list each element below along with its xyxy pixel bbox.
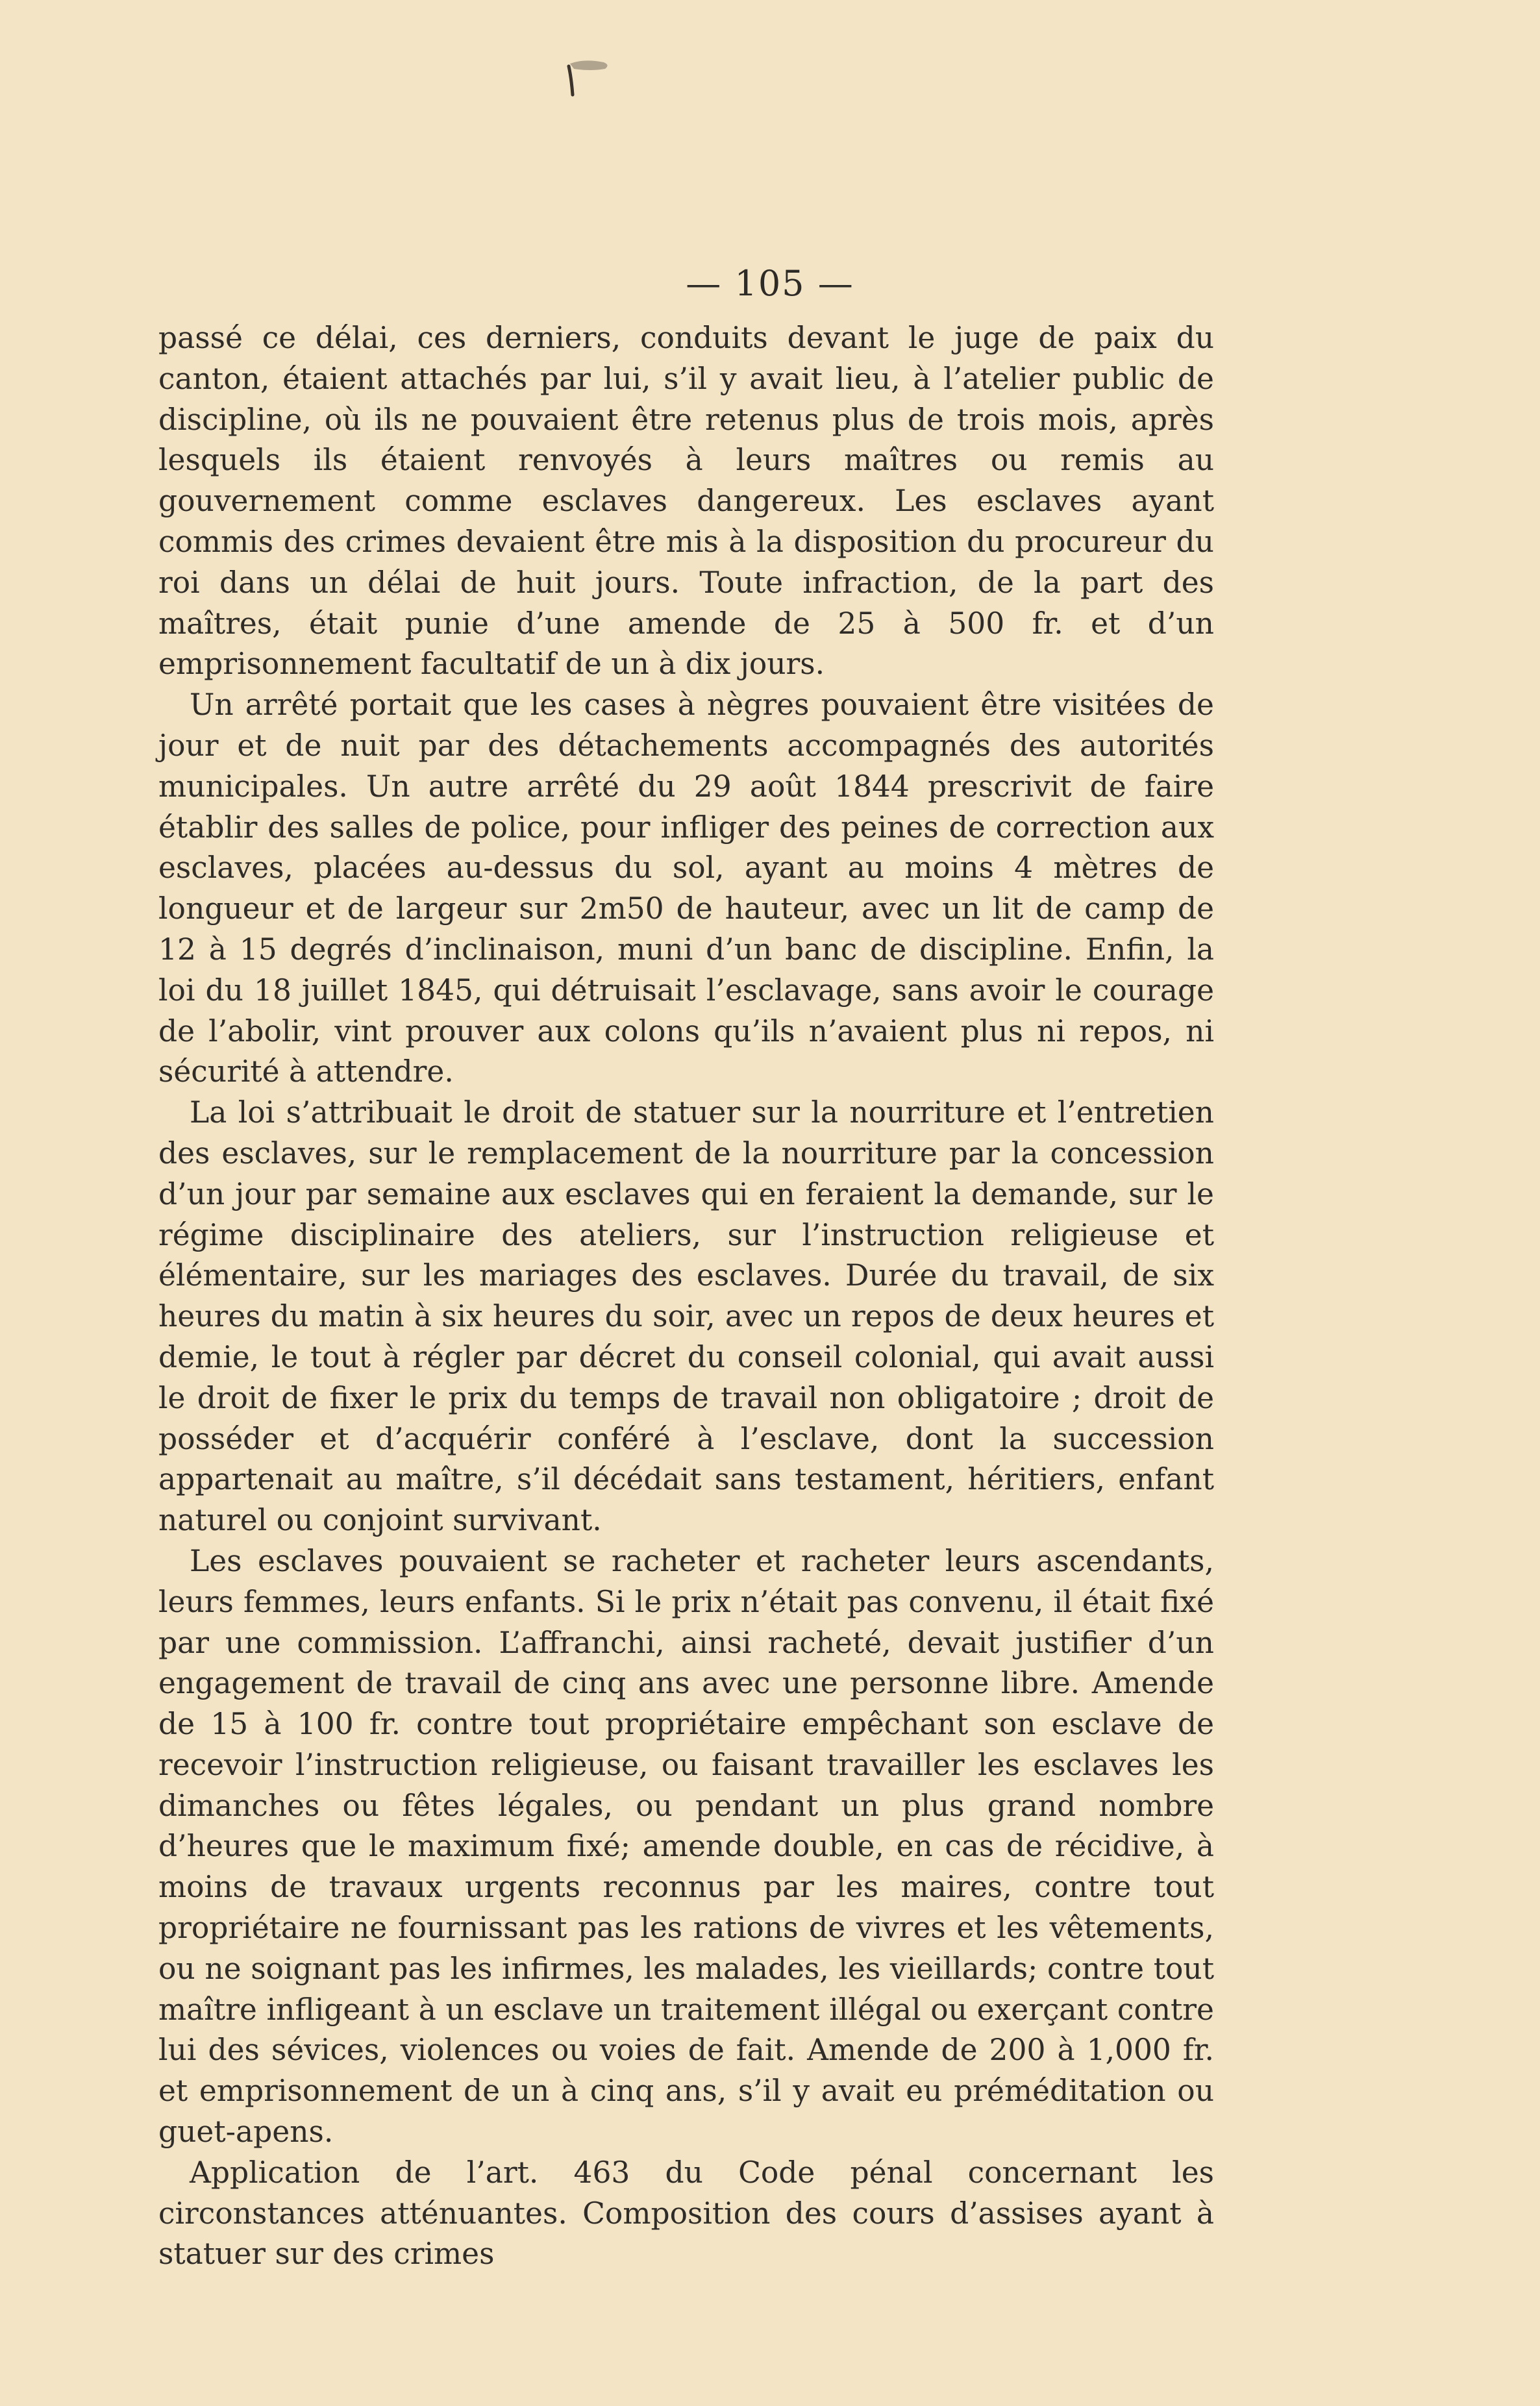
paragraph-5: Application de l’art. 463 du Code pénal concernant les circonstances atténuantes. Composition des cours d’assises ayant à statuer sur des crimes — [158, 2155, 1214, 2272]
paragraph-4: Les esclaves pouvaient se racheter et racheter leurs ascendants, leurs femmes, leurs enfants. Si le prix n’était pas convenu, il était fixé par une commission. L’affranchi, ainsi racheté, devait justifier d’un engagement de travail de cinq ans avec une personne libre. Amende de 15 à 100 fr. contre tout propriétaire empêchant son esclave de recevoir l’instruction religieuse, ou faisant travailler les esclaves les dimanches ou fêtes légales, ou pendant un plus grand nombre d’heures que le maximum fixé; amende double, en cas de récidive, à moins de travaux urgents reconnus par les maires, contre tout propriétaire ne fournissant pas les rations de vivres et les vêtements, ou ne soignant pas les infirmes, les malades, les vieillards; contre tout maître infligeant à un esclave un traitement illégal ou exerçant contre lui des sévices, violences ou voies de fait. Amende de 200 à 1,000 fr. et emprisonnement de un à cinq ans, s’il y avait eu préméditation ou guet-apens. — [158, 1543, 1214, 2150]
paragraph-2: Un arrêté portait que les cases à nègres pouvaient être visitées de jour et de nuit par des détachements accompagnés des autorités municipales. Un autre arrêté du 29 août 1844 prescrivit de faire établir des salles de police, pour infliger des peines de correction aux esclaves, placées au-dessus du sol, ayant au moins 4 mètres de longueur et de largeur sur 2m50 de hauteur, avec un lit de camp de 12 à 15 degrés d’inclinaison, muni d’un banc de discipline. Enfin, la loi du 18 juillet 1845, qui détruisait l’esclavage, sans avoir le courage de l’abolir, vint prouver aux colons qu’ils n’avaient plus ni repos, ni sécurité à attendre. — [158, 688, 1214, 1089]
body-text — [158, 318, 1214, 2272]
paragraph-1: passé ce délai, ces derniers, conduits devant le juge de paix du canton, étaient attachés par lui, s’il y avait lieu, à l’atelier public de discipline, où ils ne pouvaient être retenus plus de trois mois, après lesquels ils étaient renvoyés à leurs maîtres ou remis au gouvernement comme esclaves dangereux. Les esclaves ayant commis des crimes devaient être mis à la disposition du procureur du roi dans un délai de huit jours. Toute infraction, de la part des maîtres, était punie d’une amende de 25 à 500 fr. et d’un emprisonnement facultatif de un à dix jours. — [158, 321, 1214, 682]
paragraph-3: La loi s’attribuait le droit de statuer sur la nourriture et l’entretien des esclaves, sur le remplacement de la nourriture par la concession d’un jour par semaine aux esclaves qui en feraient la demande, sur le régime disciplinaire des ateliers, sur l’instruction religieuse et élémentaire, sur les mariages des esclaves. Durée du travail, de six heures du matin à six heures du soir, avec un repos de deux heures et demie, le tout à régler par décret du conseil colonial, qui avait aussi le droit de fixer le prix du temps de travail non obligatoire ; droit de posséder et d’acquérir conféré à l’esclave, dont la succession appartenait au maître, s’il décédait sans testament, héritiers, enfant naturel ou conjoint survivant. — [158, 1095, 1214, 1538]
page-number: — 105 — — [686, 263, 854, 304]
ink-mark-icon — [565, 52, 630, 117]
